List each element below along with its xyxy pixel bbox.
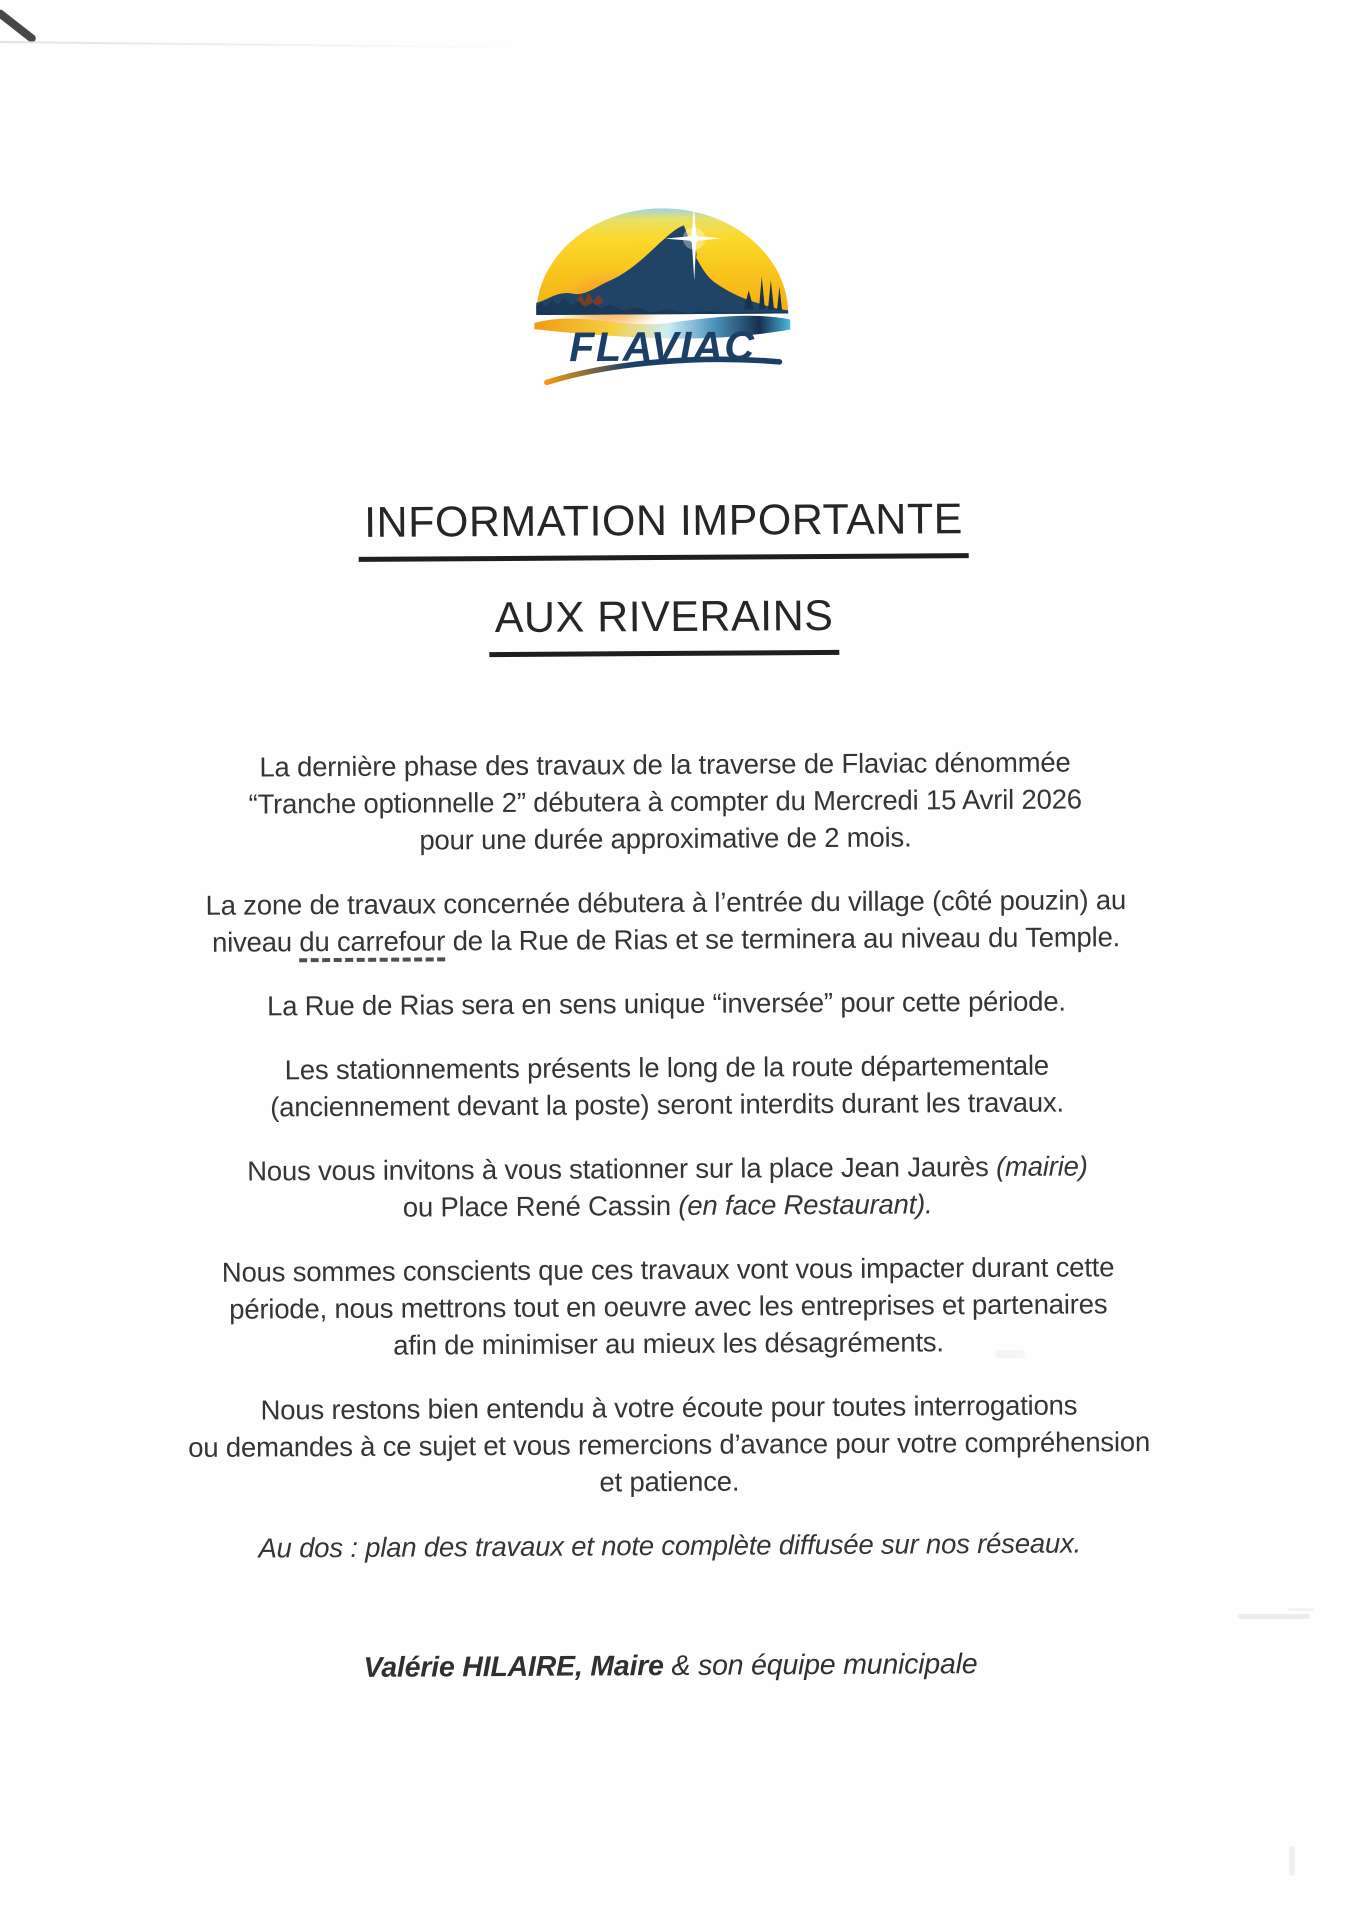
flaviac-logo	[525, 187, 798, 391]
body-paragraph	[4, 1385, 1335, 1504]
text-run: Valérie HILAIRE, Maire	[363, 1650, 664, 1684]
text-run: ou demandes à ce sujet et vous remercions d’avance pour votre compréhension	[188, 1426, 1151, 1463]
text-run: Nous vous invitons à vous stationner sur la place Jean Jaurès	[247, 1150, 997, 1187]
text-run: La Rue de Rias sera en sens unique “inversée” pour cette période.	[266, 985, 1066, 1022]
text-run: (anciennement devant la poste) seront interdits durant les travaux.	[270, 1086, 1065, 1123]
main-title-text: INFORMATION IMPORTANTE	[358, 495, 969, 562]
subtitle	[0, 589, 1329, 660]
text-run: Nous sommes conscients que ces travaux vont vous impacter durant cette	[221, 1251, 1115, 1288]
body-paragraph	[2, 1045, 1332, 1127]
text-run: & son équipe municipale	[663, 1648, 978, 1683]
logo-wordmark: FLAVIAC	[569, 322, 756, 371]
text-run: Nous restons bien entendu à votre écoute pour toutes interrogations	[260, 1389, 1078, 1426]
main-title	[0, 493, 1329, 564]
aside-note	[5, 1523, 1335, 1568]
text-run: Les stationnements présents le long de la route départementale	[284, 1049, 1050, 1086]
text-run: pour une durée approximative de 2 mois.	[419, 821, 912, 856]
text-run: de la Rue de Rias et se terminera au niveau du Temple.	[445, 921, 1121, 957]
subtitle-text: AUX RIVERAINS	[489, 592, 840, 657]
body-paragraph	[1, 880, 1331, 962]
text-run: “Tranche optionnelle 2” débutera à compter du Mercredi 15 Avril 2026	[248, 783, 1082, 820]
body-paragraph	[0, 742, 1331, 861]
body-paragraph	[3, 1247, 1334, 1366]
text-run: ou Place René Cassin	[402, 1189, 679, 1223]
text-run: (mairie)	[995, 1150, 1088, 1182]
text-run: afin de minimiser au mieux les désagréments.	[393, 1326, 944, 1361]
text-run: Au dos : plan des travaux et note complète diffusée sur nos réseaux.	[258, 1527, 1082, 1564]
text-run: (en face Restaurant).	[678, 1188, 933, 1221]
body-paragraphs	[0, 742, 1336, 1716]
text-run: La zone de travaux concernée débutera à l’entrée du village (côté pouzin) au	[205, 884, 1127, 921]
body-paragraph	[1, 981, 1331, 1026]
body-paragraph	[2, 1146, 1332, 1228]
text-run: et patience.	[599, 1465, 740, 1498]
text-run: niveau	[211, 926, 300, 958]
text-run: La dernière phase des travaux de la traverse de Flaviac dénommée	[259, 746, 1071, 783]
text-run: du carrefour	[299, 925, 445, 962]
text-run: période, nous mettrons tout en oeuvre avec les entreprises et partenaires	[229, 1288, 1108, 1325]
signature-line	[5, 1644, 1335, 1689]
